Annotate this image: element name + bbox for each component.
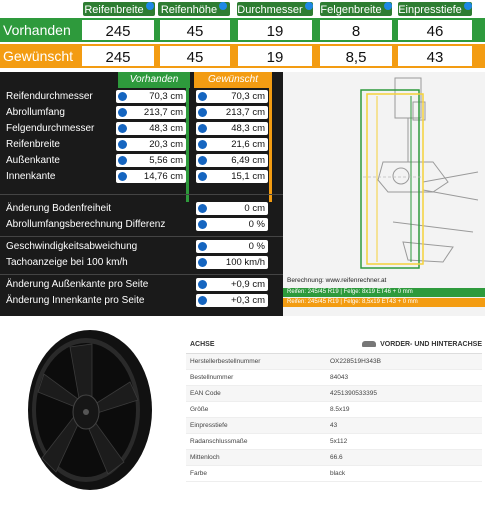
info-icon[interactable]	[118, 92, 127, 101]
diff-value: 0 cm	[196, 202, 268, 215]
divider	[0, 236, 283, 237]
info-icon[interactable]	[198, 140, 207, 149]
info-icon[interactable]	[198, 220, 207, 229]
wheel-product-image	[0, 322, 180, 500]
info-icon[interactable]	[198, 204, 207, 213]
result-label: Abrollumfang	[6, 107, 65, 118]
vorhanden-durchmesser-input[interactable]: 19	[236, 18, 314, 42]
vorhanden-tire-outline	[361, 90, 419, 268]
diff-value: +0,3 cm	[196, 294, 268, 307]
rim-center-cap	[83, 409, 89, 415]
gewuenscht-durchmesser-input[interactable]: 19	[236, 44, 314, 68]
divider	[0, 274, 283, 275]
vorhanden-summary-bar: Reifen: 245/45 R19 | Felge: 8x19 ET46 + 0 mm	[283, 288, 485, 297]
header-durchmesser: Durchmesser	[237, 2, 313, 16]
result-value-gewuenscht: 6,49 cm	[196, 154, 268, 167]
result-value-vorhanden: 14,76 cm	[116, 170, 186, 183]
info-icon[interactable]	[198, 172, 207, 181]
gewuenscht-reifenhoehe-input[interactable]: 45	[158, 44, 232, 68]
diff-value: 0 %	[196, 240, 268, 253]
info-icon[interactable]	[118, 156, 127, 165]
spec-row: EAN Code 4251390533395	[186, 386, 482, 402]
result-value-vorhanden: 70,3 cm	[116, 90, 186, 103]
diff-value: 100 km/h	[196, 256, 268, 269]
diff-label: Abrollumfangsberechnung Differenz	[6, 219, 166, 230]
divider	[0, 194, 283, 195]
diff-label: Geschwindigkeitsabweichung	[6, 241, 138, 252]
calculation-credit: Berechnung: www.reifenrechner.at	[287, 277, 387, 284]
result-label: Reifendurchmesser	[6, 91, 93, 102]
spec-header-right: VORDER- UND HINTERACHSE	[362, 341, 482, 348]
gewuenscht-felgenbreite-input[interactable]: 8,5	[318, 44, 394, 68]
info-icon[interactable]	[198, 280, 207, 289]
result-label: Felgendurchmesser	[6, 123, 95, 134]
diff-label: Änderung Bodenfreiheit	[6, 203, 112, 214]
vorhanden-column-bar	[186, 88, 189, 202]
wheel-offset-diagram	[283, 72, 485, 316]
gewuenscht-reifenbreite-input[interactable]: 245	[80, 44, 156, 68]
info-icon[interactable]	[464, 2, 472, 10]
tire-input-panel	[0, 0, 485, 70]
vorhanden-felgenbreite-input[interactable]: 8	[318, 18, 394, 42]
suspension-sketch	[378, 78, 478, 262]
result-value-gewuenscht: 15,1 cm	[196, 170, 268, 183]
rim-image	[0, 322, 180, 500]
result-value-gewuenscht: 213,7 cm	[196, 106, 268, 119]
result-value-gewuenscht: 48,3 cm	[196, 122, 268, 135]
spec-row: Radanschlussmaße 5x112	[186, 434, 482, 450]
info-icon[interactable]	[198, 108, 207, 117]
info-icon[interactable]	[198, 296, 207, 305]
result-label: Außenkante	[6, 155, 60, 166]
result-value-vorhanden: 20,3 cm	[116, 138, 186, 151]
gewuenscht-einpresstiefe-input[interactable]: 43	[396, 44, 474, 68]
spec-row: Herstellerbestellnummer OX228519H343B	[186, 354, 482, 370]
info-icon[interactable]	[118, 108, 127, 117]
diff-label: Änderung Innenkante pro Seite	[6, 295, 145, 306]
result-value-gewuenscht: 70,3 cm	[196, 90, 268, 103]
results-col-vorhanden: Vorhanden	[118, 72, 190, 88]
diff-label: Änderung Außenkante pro Seite	[6, 279, 149, 290]
result-label: Reifenbreite	[6, 139, 60, 150]
spec-row: Farbe black	[186, 466, 482, 482]
results-panel	[0, 72, 283, 316]
info-icon[interactable]	[384, 2, 392, 10]
gewuenscht-summary-bar: Reifen: 245/45 R19 | Felge: 8,5x19 ET43 + 0 mm	[283, 298, 485, 307]
diff-label: Tachoanzeige bei 100 km/h	[6, 257, 128, 268]
results-col-gewuenscht: Gewünscht	[194, 72, 272, 88]
info-icon[interactable]	[219, 2, 227, 10]
vorhanden-einpresstiefe-input[interactable]: 46	[396, 18, 474, 42]
info-icon[interactable]	[118, 172, 127, 181]
diff-value: 0 %	[196, 218, 268, 231]
info-icon[interactable]	[118, 140, 127, 149]
info-icon[interactable]	[198, 242, 207, 251]
header-reifenhoehe: Reifenhöhe	[158, 2, 230, 16]
header-reifenbreite: Reifenbreite	[83, 2, 155, 16]
info-icon[interactable]	[198, 124, 207, 133]
gewuenscht-column-bar	[269, 88, 272, 202]
header-einpresstiefe: Einpresstiefe	[398, 2, 472, 16]
spec-header-left: ACHSE	[190, 341, 215, 348]
result-value-gewuenscht: 21,6 cm	[196, 138, 268, 151]
spec-row: Einpresstiefe 43	[186, 418, 482, 434]
car-icon	[362, 341, 376, 347]
spec-row: Größe 8.5x19	[186, 402, 482, 418]
header-felgenbreite: Felgenbreite	[320, 2, 392, 16]
spec-row: Mittenloch 66.6	[186, 450, 482, 466]
result-label: Innenkante	[6, 171, 56, 182]
spec-row: Bestellnummer 84043	[186, 370, 482, 386]
diff-value: +0,9 cm	[196, 278, 268, 291]
result-value-vorhanden: 48,3 cm	[116, 122, 186, 135]
info-icon[interactable]	[305, 2, 313, 10]
result-value-vorhanden: 5,56 cm	[116, 154, 186, 167]
info-icon[interactable]	[198, 92, 207, 101]
result-value-vorhanden: 213,7 cm	[116, 106, 186, 119]
suspension-diagram	[283, 72, 485, 277]
info-icon[interactable]	[198, 258, 207, 267]
spec-table	[186, 336, 482, 482]
spec-header	[186, 336, 482, 354]
vorhanden-label: Vorhanden	[0, 18, 72, 42]
info-icon[interactable]	[118, 124, 127, 133]
gewuenscht-label: Gewünscht	[0, 44, 72, 68]
vorhanden-reifenbreite-input[interactable]: 245	[80, 18, 156, 42]
info-icon[interactable]	[146, 2, 154, 10]
vorhanden-reifenhoehe-input[interactable]: 45	[158, 18, 232, 42]
info-icon[interactable]	[198, 156, 207, 165]
